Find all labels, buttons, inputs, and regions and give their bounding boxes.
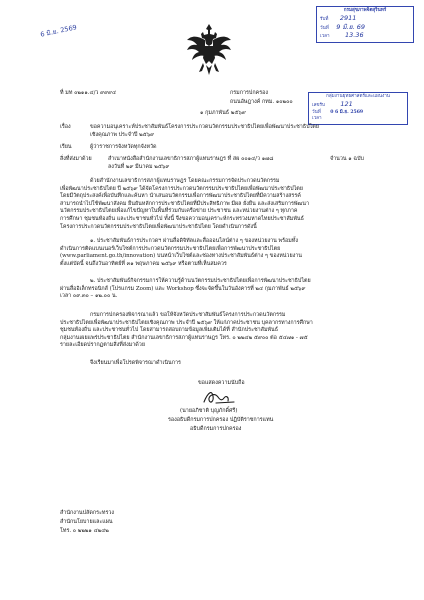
sender-org-address: ถนนอัษฎางค์ กทม. ๑๐๒๐๐ xyxy=(230,99,293,105)
sender-org-name: กรมการปกครอง xyxy=(230,90,268,96)
receipt-stamp-no-value: 2911 xyxy=(339,13,357,22)
footer-division: สำนักนโยบายและแผน xyxy=(60,519,113,525)
body-line: ๒. ประชาสัมพันธ์กิจกรรมการให้ความรู้ด้านนวัตกรรมประชาธิปไตยเพื่อการพัฒนาประชาธิปไตย xyxy=(90,278,311,284)
receipt-stamp-provincial xyxy=(316,6,414,43)
salutation-label: เรียน xyxy=(60,144,72,150)
body-line: โดยมีวัตถุประสงค์เพื่อบันทึกและค้นหา นำเสนอนวัตกรรมเพื่อการพัฒนาประชาธิปไตยที่มีความสร้างสรรค์ xyxy=(60,193,301,200)
body-line: เพื่อพัฒนาประชาธิปไตย ปี ๒๕๖๙ ได้จัดโครงการประกวดนวัตกรรมประชาธิปไตยเพื่อพัฒนาประชาธิปไตย xyxy=(60,185,303,192)
body-line: กลุ่มงานเผยแพร่ประชาธิปไตย สำนักงานเลขาธิการสภาผู้แทนราษฎร โทร. ๐ ๒๒๔๒ ๕๙๐๐ ต่อ ๕๔๗๑ - ๗๕ xyxy=(60,334,308,341)
receipt-stamp-org: กรมสุขภาพจิตสุรินทร์ xyxy=(343,8,387,13)
enclosure-quantity: จำนวน ๑ ฉบับ xyxy=(330,156,364,162)
body-paragraph-3 xyxy=(60,278,372,301)
receipt-stamp-no-label: รับที่ xyxy=(320,16,329,22)
receipt-stamp-time-value: 13.36 xyxy=(345,31,364,40)
subject-label: เรื่อง xyxy=(60,124,71,130)
signature-mark xyxy=(200,388,240,408)
receipt-stamp-date-label: วันที่ xyxy=(320,25,329,31)
body-line: ชุมชนท้องถิ่น และประชาชนทั่วไป โดยสามารถสอบถามข้อมูลเพิ่มเติมได้ที่ สำนักประชาสัมพันธ์ xyxy=(60,327,279,334)
garuda-emblem-icon xyxy=(186,22,232,76)
receipt-stamp2-date-row xyxy=(312,110,404,117)
receipt-stamp-date-row xyxy=(320,24,410,33)
closing-phrase: ขอแสดงความนับถือ xyxy=(198,380,245,386)
footer-phone: โทร. ๐ ๒๒๒๑ ๔๒๔๒ xyxy=(60,528,109,534)
receipt-stamp-no-row xyxy=(320,15,410,24)
receipt-stamp-strategy xyxy=(308,92,408,125)
body-paragraph-4 xyxy=(60,312,372,350)
body-line: ประชาธิปไตยเพื่อพัฒนาประชาธิปไตยเชิงคุณภาพ ประจำปี ๒๕๖๙ ให้แก่ภาคประชาชน บุคลากรทางการศึกษา xyxy=(60,319,313,326)
receipt-stamp2-no-label: เลขรับ xyxy=(312,102,325,108)
enclosure-line-2: ลงวันที่ ๒๙ มีนาคม ๒๕๖๙ xyxy=(108,164,170,170)
document-date: ๑ กุมภาพันธ์ ๒๕๖๙ xyxy=(200,110,246,116)
body-line: ด้วยสำนักงานเลขาธิการสภาผู้แทนราษฎร โดยคณะกรรมการจัดประกวดนวัตกรรม xyxy=(90,178,280,184)
salutation-recipient: ผู้ว่าราชการจังหวัดทุกจังหวัด xyxy=(90,144,157,150)
body-line: สามารถนำไปใช้พัฒนาสังคม ยืนยันหลักการประชาธิปไตยที่มีประสิทธิภาพ มีผล ยั่งยืน และส่งเสริมการพัฒนา xyxy=(60,200,309,207)
receipt-stamp2-org: กลุ่มงานยุทธศาสตร์และแผนงาน xyxy=(326,94,390,99)
enclosure-line-1: สำเนาหนังสือสำนักงานเลขาธิการสภาผู้แทนราษฎร ที่ สผ ๐๐๑๔/ว ๑๗๘ xyxy=(108,156,274,162)
body-line: เวลา ๐๙.๓๐ – ๑๒.๐๐ น. xyxy=(60,293,118,300)
receipt-stamp-time-row xyxy=(320,32,410,41)
signer-position: รองอธิบดีกรมการปกครอง ปฏิบัติราชการแทน xyxy=(168,417,274,423)
body-line: การศึกษา ชุมชนท้องถิ่น และประชาชนทั่วไป ทั้งนี้ จึงขอความอนุเคราะห์กระทรวงมหาดไทยประชาสัมพันธ์ xyxy=(60,215,304,222)
side-received-date-stamp: 6 มิ.ย. 2569 xyxy=(39,23,78,39)
receipt-stamp2-no-value: 121 xyxy=(340,99,353,108)
document-ref-no: ที่ มท ๐๒๑๑.๔/ว ๙๙๙๔ xyxy=(60,90,117,96)
body-line: (www.parliament.go.th/innovation) บนหน้าเว็บไซต์และช่องทางประชาสัมพันธ์ต่าง ๆ ของหน่วยงาน xyxy=(60,253,302,260)
receipt-stamp2-time-label: เวลา xyxy=(312,116,322,122)
body-paragraph-2 xyxy=(60,238,372,268)
body-line: โครงการประกวดนวัตกรรมประชาธิปไตยเพื่อพัฒนาประชาธิปไตย โดยดำเนินการดังนี้ xyxy=(60,223,257,230)
receipt-stamp2-date-value: 0 6 มิ.ย. 2569 xyxy=(330,109,364,115)
receipt-stamp2-date-label: วันที่ xyxy=(312,109,321,115)
body-paragraph-1 xyxy=(60,178,372,231)
receipt-stamp2-time-row xyxy=(312,116,404,123)
subject-line-2: เชิงคุณภาพ ประจำปี ๒๕๖๙ xyxy=(90,132,155,138)
body-line: ๑. ประชาสัมพันธ์การประกวดฯ ผ่านสื่อดิจิทัลและสื่อออนไลน์ต่าง ๆ ของหน่วยงาน พร้อมทั้ง xyxy=(90,238,298,244)
body-line: ผ่านสื่ออิเล็กทรอนิกส์ (โปรแกรม Zoom) และ Workshop ซึ่งจะจัดขึ้นในวันอังคารที่ ๒๔ กุมภาพันธ์ ๒๕๖๙ xyxy=(60,285,306,292)
body-line: รายละเอียดปรากฏตามสิ่งที่ส่งมาด้วย xyxy=(60,342,145,349)
receipt-stamp-date-value: 9 มิ.ย. 69 xyxy=(336,22,365,31)
footer-office: สำนักงานปลัดกระทรวง xyxy=(60,510,114,516)
body-line: นวัตกรรมประชาธิปไตยเพื่อแก้ไขปัญหาในพื้นที่ร่วมกับเครือข่าย ประชาชน และหน่วยงานต่าง ๆ ทุกภาค xyxy=(60,208,298,215)
signer-position-2: อธิบดีกรมการปกครอง xyxy=(190,426,242,432)
closing-request: จึงเรียนมาเพื่อโปรดพิจารณาดำเนินการ xyxy=(90,360,181,366)
enclosure-label: สิ่งที่ส่งมาด้วย xyxy=(60,156,92,162)
body-line: ตั้งแต่บัดนี้ จนถึงวันอาทิตย์ที่ ๓๑ พฤษภาคม ๒๕๖๙ หรือตามที่เห็นสมควร xyxy=(60,260,227,267)
signer-name: (นายอภิชาติ บุญภักดิ์ศรี) xyxy=(180,408,238,414)
subject-line-1: ขอความอนุเคราะห์ประชาสัมพันธ์โครงการประกวดนวัตกรรมประชาธิปไตยเพื่อพัฒนาประชาธิปไตย xyxy=(90,124,319,130)
body-line: กรมการปกครองพิจารณาแล้ว ขอให้จังหวัดประชาสัมพันธ์โครงการประกวดนวัตกรรม xyxy=(90,312,286,318)
receipt-stamp-time-label: เวลา xyxy=(320,34,330,40)
receipt-stamp2-no-row xyxy=(312,101,404,110)
body-line: ดำเนินการติดแบนเนอร์เว็บไซต์การประกวดนวัตกรรมประชาธิปไตยเพื่อการพัฒนาประชาธิปไตย xyxy=(60,245,281,252)
